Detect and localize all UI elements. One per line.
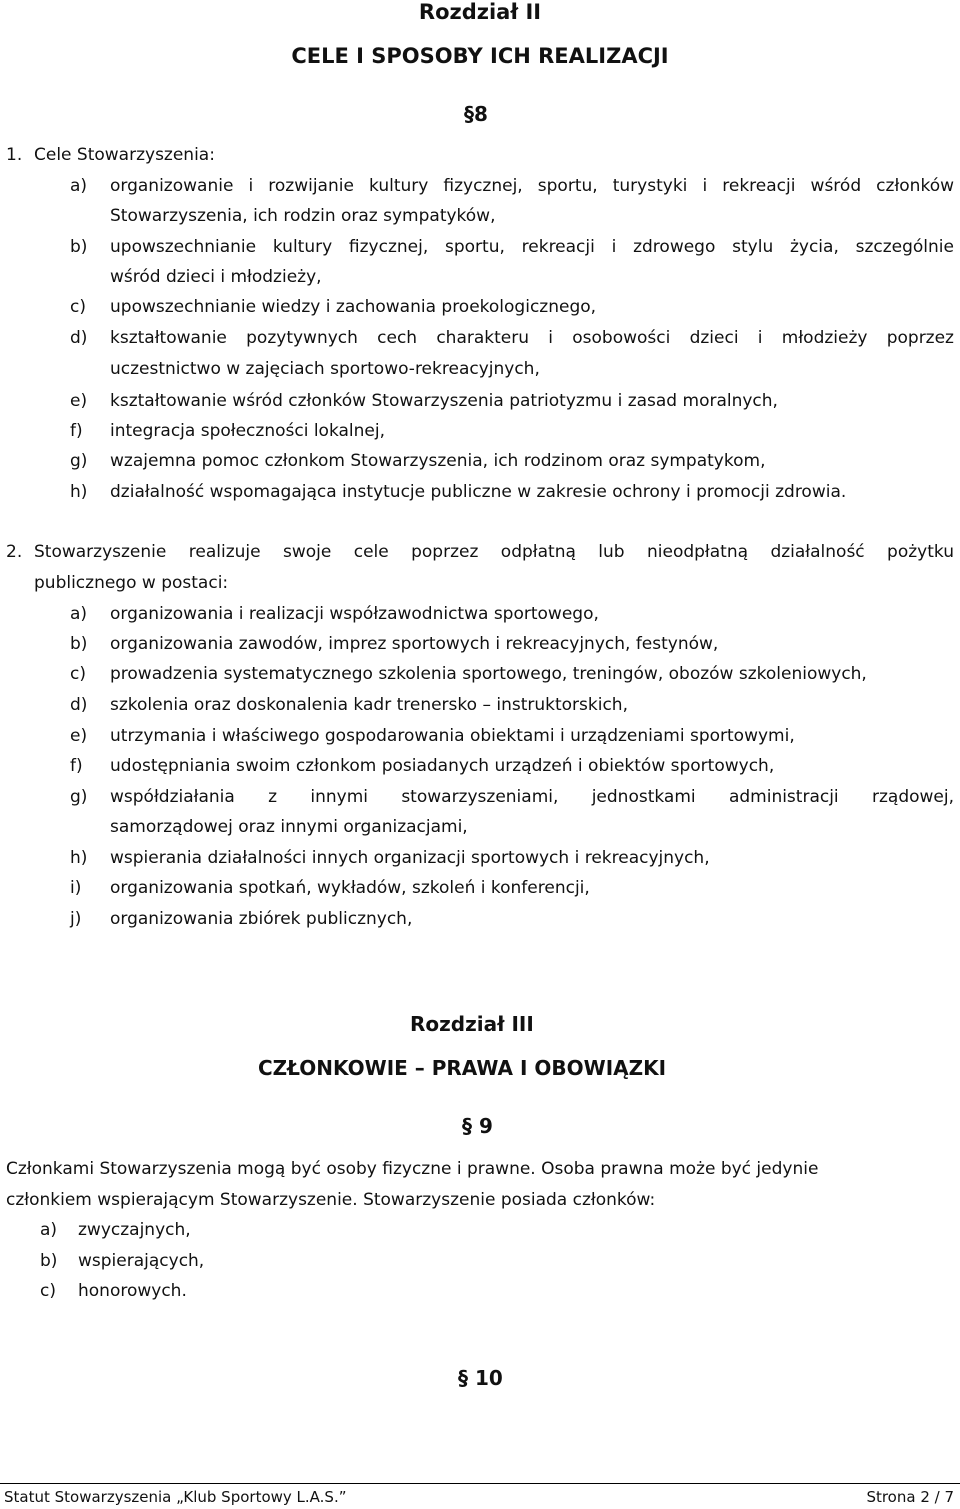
section-8-symbol: §8 (464, 102, 488, 126)
list-item-text: upowszechnianie kultury fizycznej, sportu, rekreacji i zdrowego stylu życia, szczególnie (110, 237, 954, 257)
footer-page-number: Strona 2 / 7 (866, 1488, 954, 1506)
footer-document-title: Statut Stowarzyszenia „Klub Sportowy L.A.S.” (4, 1488, 347, 1506)
list-label: c) (70, 664, 86, 684)
section-10-symbol: § 10 (458, 1366, 503, 1390)
list-item-text: prowadzenia systematycznego szkolenia sportowego, treningów, obozów szkoleniowych, (110, 664, 867, 684)
chapter-heading: Rozdział III (410, 1012, 534, 1036)
chapter-title: CELE I SPOSOBY ICH REALIZACJI (291, 44, 669, 68)
list-item-text: współdziałania z innymi stowarzyszeniami, jednostkami administracji rządowej, (110, 787, 954, 807)
point-1-intro: Cele Stowarzyszenia: (34, 145, 215, 165)
list-item-text: wzajemna pomoc członkom Stowarzyszenia, ich rodzinom oraz sympatykom, (110, 451, 766, 471)
list-label: e) (70, 391, 88, 411)
list-label: b) (70, 634, 88, 654)
list-label: a) (70, 176, 88, 196)
list-item-text: wśród dzieci i młodzieży, (110, 267, 322, 287)
list-item-text: wspierających, (78, 1251, 205, 1271)
list-item-text: utrzymania i właściwego gospodarowania obiektami i urządzeniami sportowymi, (110, 726, 795, 746)
list-label: g) (70, 451, 88, 471)
list-item-text: Stowarzyszenia, ich rodzin oraz sympatyków, (110, 206, 496, 226)
paragraph-text: członkiem wspierającym Stowarzyszenie. Stowarzyszenie posiada członków: (6, 1190, 656, 1210)
list-label: i) (70, 878, 82, 898)
list-item-text: upowszechnianie wiedzy i zachowania proekologicznego, (110, 297, 597, 317)
list-item-text: organizowanie i rozwijanie kultury fizycznej, sportu, turystyki i rekreacji wśród członków (110, 176, 954, 196)
list-item-text: kształtowanie pozytywnych cech charakteru i osobowości dzieci i młodzieży poprzez (110, 328, 954, 348)
list-label: h) (70, 848, 88, 868)
list-item-text: zwyczajnych, (78, 1220, 191, 1240)
list-label: j) (70, 909, 82, 929)
point-2-number: 2. (6, 542, 23, 562)
list-item-text: organizowania i realizacji współzawodnictwa sportowego, (110, 604, 599, 624)
list-label: h) (70, 482, 88, 502)
list-label: d) (70, 328, 88, 348)
list-item-text: udostępniania swoim członkom posiadanych urządzeń i obiektów sportowych, (110, 756, 775, 776)
section-9-symbol: § 9 (462, 1114, 493, 1138)
list-item-text: integracja społeczności lokalnej, (110, 421, 385, 441)
list-label: d) (70, 695, 88, 715)
list-label: e) (70, 726, 88, 746)
chapter-heading: Rozdział II (418, 0, 542, 24)
footer-divider (0, 1483, 960, 1484)
list-item-text: wspierania działalności innych organizacji sportowych i rekreacyjnych, (110, 848, 710, 868)
list-item-text: honorowych. (78, 1281, 187, 1301)
paragraph-text: Członkami Stowarzyszenia mogą być osoby fizyczne i prawne. Osoba prawna może być jedynie (6, 1159, 819, 1179)
list-item-text: organizowania zbiórek publicznych, (110, 909, 413, 929)
list-label: f) (70, 756, 83, 776)
list-label: f) (70, 421, 83, 441)
list-label: c) (40, 1281, 56, 1301)
list-item-text: organizowania zawodów, imprez sportowych i rekreacyjnych, festynów, (110, 634, 719, 654)
point-1-number: 1. (6, 145, 23, 165)
point-2-intro-cont: publicznego w postaci: (34, 573, 229, 593)
point-2-intro: Stowarzyszenie realizuje swoje cele poprzez odpłatną lub nieodpłatną działalność pożytku (34, 542, 954, 562)
list-label: a) (40, 1220, 58, 1240)
list-label: c) (70, 297, 86, 317)
chapter-title: CZŁONKOWIE – PRAWA I OBOWIĄZKI (258, 1056, 667, 1080)
list-item-text: uczestnictwo w zajęciach sportowo-rekreacyjnych, (110, 359, 540, 379)
list-item-text: samorządowej oraz innymi organizacjami, (110, 817, 468, 837)
list-label: g) (70, 787, 88, 807)
list-item-text: szkolenia oraz doskonalenia kadr trenersko – instruktorskich, (110, 695, 628, 715)
list-label: a) (70, 604, 88, 624)
list-item-text: kształtowanie wśród członków Stowarzyszenia patriotyzmu i zasad moralnych, (110, 391, 778, 411)
list-label: b) (70, 237, 88, 257)
list-item-text: organizowania spotkań, wykładów, szkoleń i konferencji, (110, 878, 590, 898)
list-item-text: działalność wspomagająca instytucje publiczne w zakresie ochrony i promocji zdrowia. (110, 482, 847, 502)
list-label: b) (40, 1251, 58, 1271)
